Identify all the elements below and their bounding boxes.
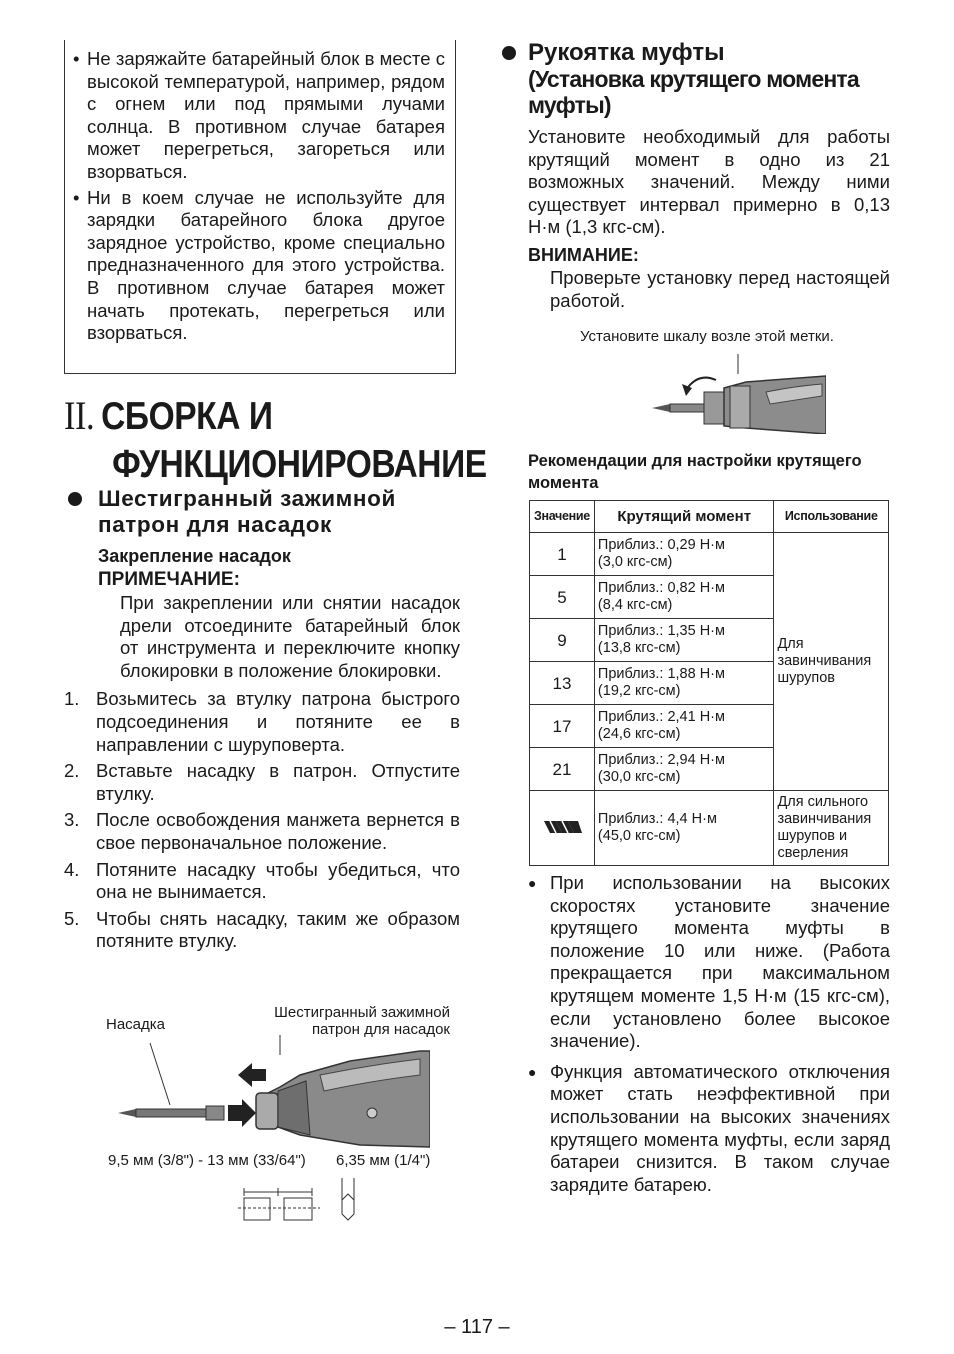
list-item: ● При использовании на высоких скоростях установите значение крутящего момента муфты в положение 10 или ниже. (Работа прекращается при максимальном крутящем моменте 1,5 Н·м (15 кгс-см), если установлено более высокое значение). [528,872,890,1052]
torque-cell: Приблиз.: 4,4 Н·м (45,0 кгс-см) [594,791,774,866]
drill-mode-cell [530,791,595,866]
bullet-dot: ● [528,1063,537,1080]
page-number: – 117 – [444,1316,510,1338]
table-title: Рекомендации для настройки крутящего момента [528,452,862,492]
clutch-text: Установите необходимый для работы крутящий момент в одно из 21 возможных значений. Между ними существует интервал примерно в 0,13 Н·м (1,3 кгс-см). [528,126,890,238]
use-cell: Для сильного завинчивания шурупов и сверления [774,791,889,866]
figure-caption: Установите шкалу возле этой метки. [580,328,834,345]
bullet-dot: • [73,186,80,208]
chuck-section [64,486,460,957]
list-item: 4. Потяните насадку чтобы убедиться, что она не вынимается. [64,858,460,903]
value-cell: 5 [530,576,595,619]
torque-cell: Приблиз.: 1,35 Н·м (13,8 кгс-см) [594,619,774,662]
caution-label: ВНИМАНИЕ: [528,244,639,265]
value-cell: 9 [530,619,595,662]
warning-box [64,40,456,374]
table-row [530,791,889,866]
list-item: 2. Вставьте насадку в патрон. Отпустите втулку. [64,760,460,804]
use-cell: Для завинчивания шурупов [774,533,889,791]
note-label: ПРИМЕЧАНИЕ: [98,569,240,590]
torque-cell: Приблиз.: 0,29 Н·м (3,0 кгс-см) [594,533,774,576]
bit-label: Насадка [106,1016,166,1033]
list-item: ● Функция автоматического отключения может стать неэффективной при использовании на высоких значениях крутящего момента муфты, если заряд батареи снизится. В таком случае зарядите батарею. [528,1060,890,1195]
chuck-label: Шестигранный зажимной патрон для насадок [274,1004,450,1038]
note-text: При закреплении или снятии насадок дрели отсоедините батарейный блок от инструмента и переключите кнопку блокировки в положение блокировки. [120,592,460,681]
table-row [530,533,889,576]
section-title: II. СБОРКА И ФУНКЦИОНИРОВАНИЕ [64,393,487,486]
drill-mode-icon [542,817,582,837]
col-header-value: Значение [530,501,595,533]
torque-cell: Приблиз.: 1,88 Н·м (19,2 кгс-см) [594,662,774,705]
value-cell: 13 [530,662,595,705]
heading-bullet [64,488,86,510]
col-header-use: Использование [774,501,889,533]
chuck-heading: Шестигранный зажимной патрон для насадок [64,486,460,538]
torque-cell: Приблиз.: 2,94 Н·м (30,0 кгс-см) [594,748,774,791]
list-item: 1. Возьмитесь за втулку патрона быстрого подсоединения и потяните ее в направлении с шуруповерта. [64,688,460,755]
value-cell: 1 [530,533,595,576]
value-cell: 21 [530,748,595,791]
value-cell: 17 [530,705,595,748]
heading-bullet [498,42,520,64]
list-item: 3. После освобождения манжета вернется в свое первоначальное положение. [64,809,460,853]
warning-item: • Ни в коем случае не используйте для зарядки батарейного блока другое зарядное устройство, кроме специально предназначенного для этого устройства. В противном случае батарея может начать протекать, перегреться или взорваться. [73,186,445,344]
chuck-subheading: Закрепление насадок [98,546,291,566]
torque-table [529,500,889,866]
warning-item: • Не заряжайте батарейный блок в месте с высокой температурой, например, рядом с огнем или под прямыми лучами солнца. В противном случае батарея может перегреться, загореться или взорваться. [73,48,445,182]
clutch-bullets [528,872,890,1204]
chuck-illustration [110,1035,430,1150]
bullet-dot: • [73,48,80,69]
list-item: 5. Чтобы снять насадку, таким же образом потяните втулку. [64,907,460,952]
steps-list [64,688,460,953]
table-header-row [530,501,889,533]
clutch-section [528,40,890,312]
bullet-dot: ● [528,875,537,891]
size-label-1: 9,5 мм (3/8") - 13 мм (33/64") [108,1152,306,1169]
clutch-subheading: (Установка крутящего момента муфты) [528,66,859,118]
torque-cell: Приблиз.: 2,41 Н·м (24,6 кгс-см) [594,705,774,748]
torque-cell: Приблиз.: 0,82 Н·м (8,4 кгс-см) [594,576,774,619]
clutch-illustration [646,352,826,434]
clutch-heading: Рукоятка муфты [528,40,890,66]
torque-table-wrap [529,500,889,866]
size-label-2: 6,35 мм (1/4") [336,1152,431,1169]
bit-size-diagram [230,1170,370,1230]
col-header-torque: Крутящий момент [594,501,774,533]
caution-text: Проверьте установку перед настоящей работой. [550,266,890,311]
